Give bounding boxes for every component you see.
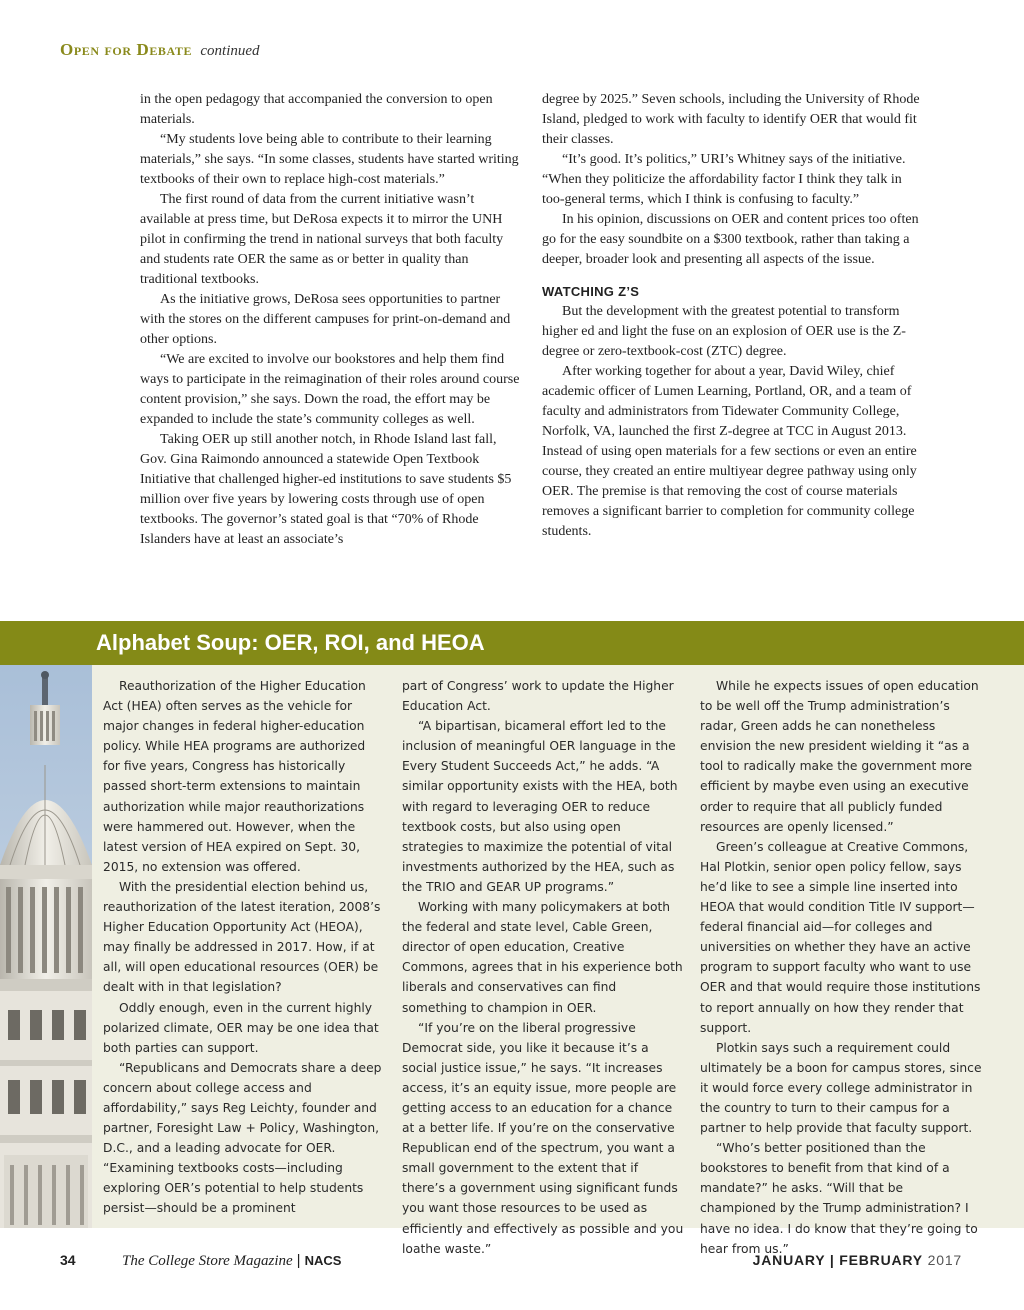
paragraph: Working with many policymakers at both the federal and state level, Cable Green, director of open education, Creative Commons, agrees that in his experience both liberals and conservatives can find something to champion in OER. <box>402 900 683 1015</box>
organization-name: NACS <box>304 1253 342 1268</box>
section-subhead: WATCHING Z’S <box>542 284 640 299</box>
sidebar-column-2 <box>402 676 684 1259</box>
paragraph: part of Congress’ work to update the Higher Education Act. <box>402 679 674 714</box>
paragraph: Reauthorization of the Higher Education Act (HEA) often serves as the vehicle for major changes in federal higher-education policy. While HEA programs are authorized for five years, Congress has historically passed short-term extensions to maintain authorization while major reauthorizations were hammered out. However, when the latest version of HEA expired on Sept. 30, 2015, no extension was offered. <box>103 679 366 874</box>
page-footer <box>0 1252 1024 1272</box>
footer-separator: | <box>296 1252 301 1269</box>
issue-date <box>753 1252 962 1268</box>
paragraph: “We are excited to involve our bookstores and help them find ways to participate in the reimagination of their roles around course content provision,” she says. Down the road, the effort may be expanded to include the state’s community colleges as well. <box>140 352 520 427</box>
running-header <box>60 40 260 60</box>
paragraph: Oddly enough, even in the current highly polarized climate, OER may be one idea that both parties can support. <box>103 1000 379 1055</box>
magazine-name: The College Store Magazine <box>122 1253 293 1269</box>
paragraph: Plotkin says such a requirement could ultimately be a boon for campus stores, since it would force every college administrator in the country to turn to their campus for a partner to help provide that faculty support. <box>700 1040 982 1136</box>
section-title: Open for Debate <box>60 40 193 59</box>
paragraph: In his opinion, discussions on OER and content prices too often go for the easy soundbite on a $300 textbook, rather than taking a deeper, broader look and presenting all aspects of the issue. <box>542 212 919 267</box>
paragraph: “My students love being able to contribute to their learning materials,” she says. “In some classes, students have started writing textbooks of their own to replace high-cost materials.” <box>140 132 519 187</box>
continued-label: continued <box>200 43 260 59</box>
capitol-dome-image <box>0 665 92 1228</box>
paragraph: degree by 2025.” Seven schools, including the University of Rhode Island, pledged to work with faculty to identify OER that would fit their classes. <box>542 92 920 147</box>
paragraph: With the presidential election behind us, reauthorization of the latest iteration, 2008’s Higher Education Opportunity Act (HEOA), may finally be addressed in 2017. How, if at all, will open educational resources (OER) be dealt with in that legislation? <box>103 879 381 995</box>
sidebar-column-3 <box>700 676 982 1259</box>
article-column-2 <box>542 90 926 542</box>
sidebar-column-1 <box>103 676 385 1219</box>
paragraph: in the open pedagogy that accompanied the conversion to open materials. <box>140 92 493 127</box>
paragraph: “Republicans and Democrats share a deep concern about college access and affordability,” says Reg Leichty, founder and partner, Foresight Law + Policy, Washington, D.C., and a leading advocate for OER. “Examining textbooks costs—including exploring OER’s potential to help students persist—should be a prominent <box>103 1060 382 1216</box>
paragraph: While he expects issues of open education to be well off the Trump administration’s radar, Green adds he can nonetheless envision the new president wielding it “as a tool to radically make the government more efficient by maybe even using an executive order to require that all publicly funded resources are openly licensed.” <box>700 679 979 834</box>
capitol-dome-illustration <box>0 665 92 1228</box>
paragraph: “It’s good. It’s politics,” URI’s Whitney says of the initiative. “When they politicize the affordability factor I think they talk in too-general terms, which I think is confusing to faculty.” <box>542 152 906 207</box>
paragraph: Green’s colleague at Creative Commons, Hal Plotkin, senior open policy fellow, says he’d like to see a simple line inserted into HEOA that would condition Title IV support—federal financial aid—for colleges and universities on whether they have an active program to support faculty who want to use OER and that would require those institutions to report annually on how they render that support. <box>700 839 981 1035</box>
issue-months: JANUARY | FEBRUARY <box>752 1252 923 1268</box>
paragraph: But the development with the greatest potential to transform higher ed and light the fuse on an explosion of OER use is the Z-degree or zero-textbook-cost (ZTC) degree. <box>542 304 906 359</box>
issue-year: 2017 <box>927 1252 962 1268</box>
paragraph: Taking OER up still another notch, in Rhode Island last fall, Gov. Gina Raimondo announced a statewide Open Textbook Initiative that challenged higher-ed institutions to save students $5 million over five years by lowering costs through use of open textbooks. The governor’s stated goal is that “70% of Rhode Islanders have at least an associate’s <box>140 432 512 547</box>
paragraph: “A bipartisan, bicameral effort led to the inclusion of meaningful OER language in the Every Student Succeeds Act,” he adds. “A similar opportunity exists with the HEA, both with regard to leveraging OER to reduce textbook costs, but also using open strategies to maximize the potential of vital investments authorized by the HEA, such as the TRIO and GEAR UP programs.” <box>402 719 678 894</box>
paragraph: “If you’re on the liberal progressive Democrat side, you like it because it’s a social justice issue,” he says. “It increases access, it’s an equity issue, more people are getting access to an education for a chance at a better life. If you’re on the conservative Republican end of the spectrum, you want a small government to the extent that if there’s a government using significant funds you want those resources to be used as efficiently and effectively as possible and you loathe waste.” <box>402 1020 684 1256</box>
paragraph: After working together for about a year, David Wiley, chief academic officer of Lumen Learning, Portland, OR, and a team of faculty and administrators from Tidewater Community College, Norfolk, VA, launched the first Z-degree at TCC in August 2013. Instead of using open materials for a few sections or even an entire course, they created an entire multiyear degree pathway using only OER. The premise is that removing the cost of course materials removes a significant barrier to completion for community college students. <box>542 364 917 539</box>
article-column-1 <box>140 90 520 550</box>
page-number: 34 <box>60 1252 76 1268</box>
paragraph: The first round of data from the current initiative wasn’t available at press time, but DeRosa expects it to mirror the UNH pilot in confirming the trend in national surveys that both faculty and students rate OER the same as or better in quality than traditional textbooks. <box>140 192 504 287</box>
magazine-credit <box>122 1252 341 1270</box>
paragraph: “Who’s better positioned than the bookstores to benefit from that kind of a mandate?” he asks. “Will that be championed by the Trump administration? I have no idea. I do know that they’re going to hear from us.” <box>700 1141 978 1256</box>
paragraph: As the initiative grows, DeRosa sees opportunities to partner with the stores on the different campuses for print-on-demand and other options. <box>140 292 511 347</box>
sidebar-title: Alphabet Soup: OER, ROI, and HEOA <box>96 630 485 655</box>
